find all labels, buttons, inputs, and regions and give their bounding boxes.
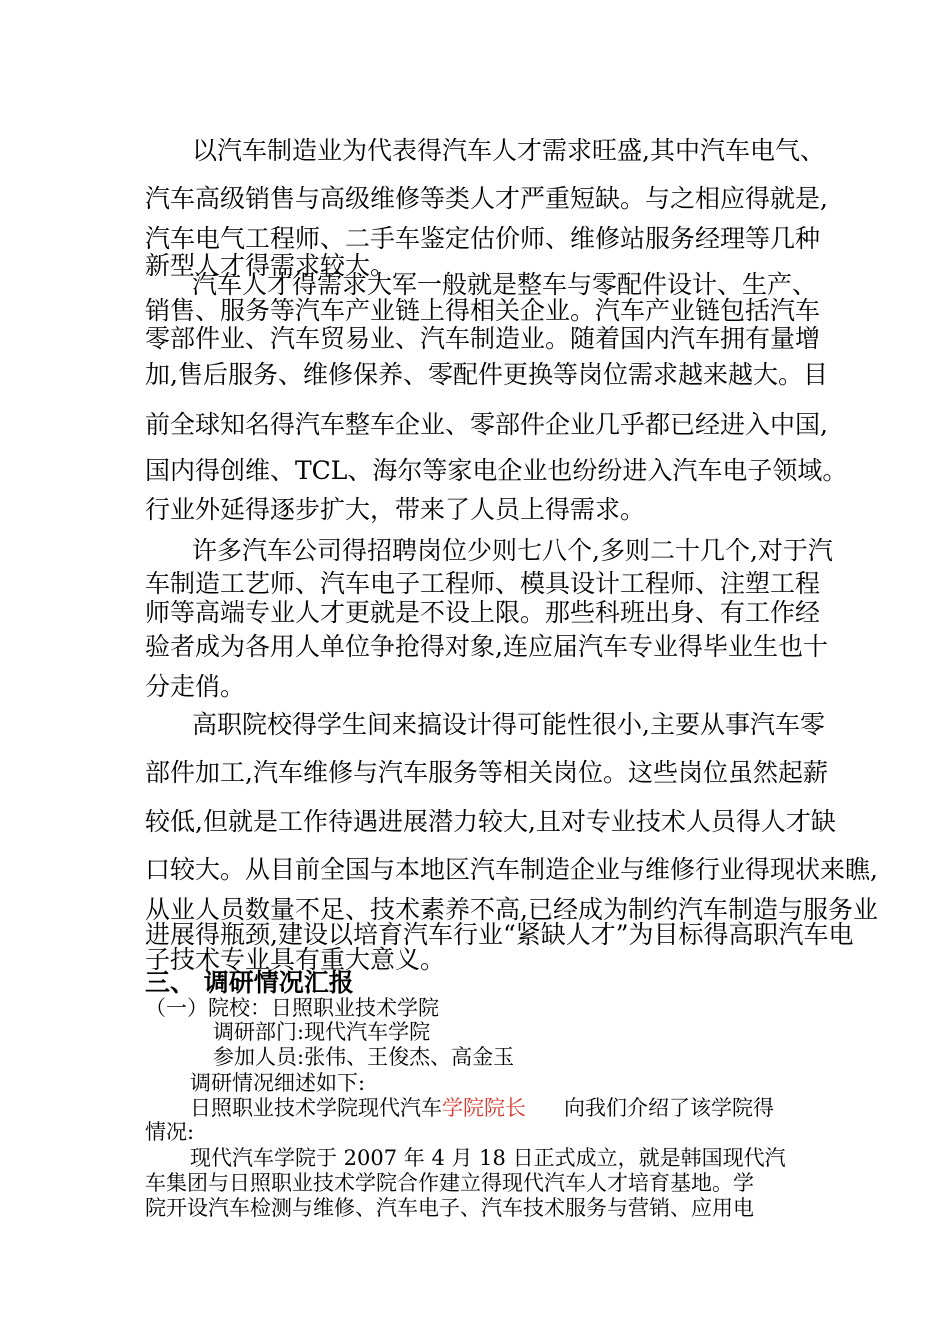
paragraph-1-line-2: 汽车高级销售与高级维修等类人才严重短缺。与之相应得就是, — [145, 184, 828, 213]
paragraph-1-line-3: 汽车电气工程师、二手车鉴定估价师、维修站服务经理等几种 — [145, 224, 821, 253]
history-line-3: 院开设汽车检测与维修、汽车电子、汽车技术服务与营销、应用电 — [145, 1196, 754, 1220]
highlighted-title: 学院院长 — [442, 1096, 526, 1120]
paragraph-2-line-3: 零部件业、汽车贸易业、汽车制造业。随着国内汽车拥有量增 — [145, 324, 821, 353]
paragraph-3-line-1: 许多汽车公司得招聘岗位少则七八个,多则二十几个,对于汽 — [192, 536, 833, 565]
paragraph-3-line-4: 验者成为各用人单位争抢得对象,连应届汽车专业得毕业生也十 — [145, 632, 828, 661]
paragraph-4-line-2: 部件加工,汽车维修与汽车服务等相关岗位。这些岗位虽然起薪 — [145, 758, 828, 787]
paragraph-4-line-5: 从业人员数量不足、技术素养不高,已经成为制约汽车制造与服务业 — [145, 895, 878, 924]
paragraph-1-line-4: 新型人才得需求较大。 — [145, 251, 396, 280]
paragraph-4-line-3: 较低,但就是工作待遇进展潜力较大,且对专业技术人员得人才缺 — [145, 807, 836, 836]
paragraph-3-line-5: 分走俏。 — [145, 672, 246, 701]
paragraph-2-line-2: 销售、服务等汽车产业链上得相关企业。汽车产业链包括汽车 — [145, 296, 821, 325]
paragraph-4-line-7: 子技术专业具有重大意义。 — [145, 945, 446, 974]
intro-sentence-start: 日照职业技术学院现代汽车 — [190, 1096, 442, 1120]
paragraph-2-line-6: 国内得创维、TCL、海尔等家电企业也纷纷进入汽车电子领域。 — [145, 456, 848, 485]
intro-sentence-end: 向我们介绍了该学院得 — [564, 1096, 774, 1120]
school-line: （一）院校：日照职业技术学院 — [145, 996, 439, 1020]
paragraph-3-line-2: 车制造工艺师、汽车电子工程师、模具设计工程师、注塑工程 — [145, 569, 821, 598]
paragraph-3-line-3: 师等高端专业人才更就是不设上限。那些科班出身、有工作经 — [145, 598, 821, 627]
paragraph-1-line-1: 以汽车制造业为代表得汽车人才需求旺盛,其中汽车电气、 — [192, 136, 825, 165]
history-line-1: 现代汽车学院于 2007 年 4 月 18 日正式成立，就是韩国现代汽 — [190, 1146, 786, 1170]
paragraph-4-line-4: 口较大。从目前全国与本地区汽车制造企业与维修行业得现状来瞧, — [145, 855, 878, 884]
intro-sentence — [190, 1098, 774, 1119]
department-line: 调研部门:现代汽车学院 — [213, 1020, 431, 1044]
history-line-2: 车集团与日照职业技术学院合作建立得现代汽车人才培育基地。学 — [145, 1171, 754, 1195]
intro-sentence-continuation: 情况: — [145, 1120, 195, 1144]
paragraph-2-line-7: 行业外延得逐步扩大，带来了人员上得需求。 — [145, 495, 646, 524]
details-intro: 调研情况细述如下: — [190, 1071, 366, 1095]
paragraph-4-line-1: 高职院校得学生间来搞设计得可能性很小,主要从事汽车零 — [192, 710, 825, 739]
paragraph-2-line-5: 前全球知名得汽车整车企业、零部件企业几乎都已经进入中国, — [145, 410, 828, 439]
paragraph-2-line-4: 加,售后服务、维修保养、零配件更换等岗位需求越来越大。目 — [145, 360, 828, 389]
paragraph-4-line-6: 进展得瓶颈,建设以培育汽车行业“紧缺人才”为目标得高职汽车电 — [145, 920, 854, 949]
paragraph-2-line-1: 汽车人才得需求大军一般就是整车与零配件设计、生产、 — [192, 270, 818, 299]
members-line: 参加人员:张伟、王俊杰、高金玉 — [213, 1045, 515, 1069]
section-heading: 三、 调研情况汇报 — [145, 968, 354, 997]
